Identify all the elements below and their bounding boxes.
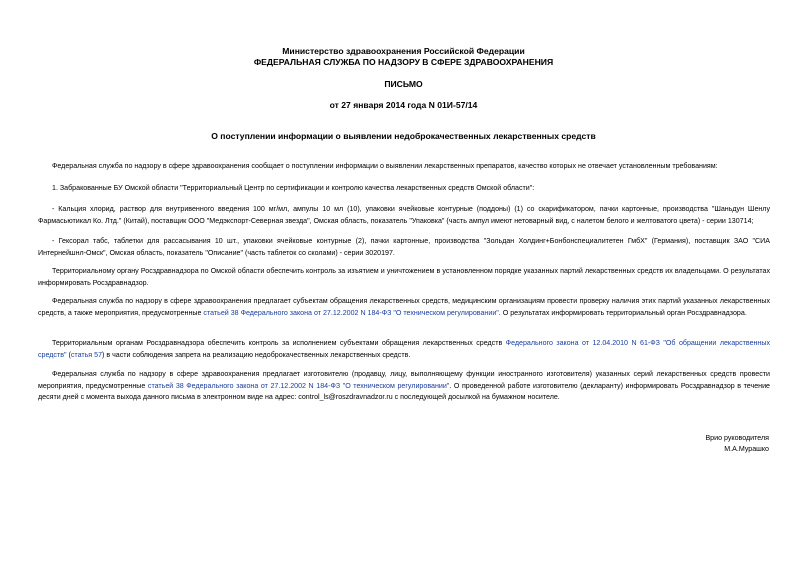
paragraph-8-text-b: . О проведенной работе изготовителю (декларанту) информировать Росздравнадзор в течение десяти дней с момента выхода данного письма в электронном виде на адрес: control_ls@roszdravnadzor.ru с последующей досылкой на бумажном носителе. (38, 381, 770, 401)
paragraph-3: - Кальция хлорид, раствор для внутривенного введения 100 мг/мл, ампулы 10 мл (10), упаковки ячейковые контурные (поддоны) (1) со скарификатором, пачки картонные, производства "Шаньдун Шенлу Фармасьютикал Ко. Лтд." (Китай), поставщик ООО "Медэкспорт-Северная звезда", Омская область, показатель "Упаковка" (часть ампул имеют нетоварный вид, с налетом белого и желтоватого цвета) - серии 130714; (38, 205, 770, 225)
signature-position: Врио руководителя (705, 434, 769, 442)
law-61-fz-link[interactable]: Федерального закона от 12.04.2010 N 61-ФЗ "Об обращении лекарственных средств" (38, 339, 770, 359)
paragraph-8 (38, 369, 770, 404)
doc-date-number: от 27 января 2014 года N 01И-57/14 (329, 100, 478, 110)
paragraph-5: Территориальному органу Росздравнадзора по Омской области обеспечить контроль за изъятием и уничтожением в установленном порядке указанных партий лекарственных средств их владельцами. О результатах информировать Росздравнадзор. (38, 267, 770, 287)
paragraph-7-text-b: ( (66, 350, 71, 359)
paragraph-7 (38, 338, 770, 361)
paragraph-6-text-b: . О результатах информировать территориальный орган Росздравнадзора. (498, 308, 747, 317)
article-57-link[interactable]: статья 57 (70, 350, 103, 359)
paragraph-8-text-a: Федеральная служба по надзору в сфере здравоохранения предлагает изготовителю (продавцу, лицу, выполняющему функции иностранного изготовителя) указанных серий лекарственных средств провести мероприятия, предусмотренные (38, 370, 770, 390)
paragraph-6 (38, 296, 770, 319)
paragraph-7-text-c: ) в части соблюдения запрета на реализацию недоброкачественных лекарственных средств. (102, 350, 411, 359)
ministry-heading: Министерство здравоохранения Российской Федерации (282, 46, 525, 56)
paragraph-2: 1. Забракованные БУ Омской области "Территориальный Центр по сертификации и контролю качества лекарственных средств Омской области": (52, 184, 535, 192)
doc-type-heading: ПИСЬМО (384, 79, 423, 89)
service-heading: ФЕДЕРАЛЬНАЯ СЛУЖБА ПО НАДЗОРУ В СФЕРЕ ЗДРАВООХРАНЕНИЯ (253, 57, 554, 67)
paragraph-7-text-a: Территориальным органам Росздравнадзора обеспечить контроль за исполнением субъектами обращения лекарственных средств (52, 339, 506, 347)
doc-subject: О поступлении информации о выявлении недоброкачественных лекарственных средств (211, 131, 596, 141)
signature-name: М.А.Мурашко (724, 445, 769, 453)
law-184-fz-link[interactable]: статьей 38 Федерального закона от 27.12.2002 N 184-ФЗ "О техническом регулировании" (203, 308, 499, 317)
paragraph-4: - Гексорал табс, таблетки для рассасывания 10 шт., упаковки ячейковые контурные (2), пачки картонные, производства "Зольдан Холдинг+Бонбонспециалитетен ГмбХ" (Германия), поставщик ЗАО "СИА Интернейшнл-Омск", Омская область, показатель "Описание" (часть таблеток со сколами) - серии 3020197. (38, 237, 770, 257)
paragraph-1: Федеральная служба по надзору в сфере здравоохранения сообщает о поступлении информации о выявлении лекарственных препаратов, качество которых не отвечает установленным требованиям: (52, 162, 718, 170)
law-184-fz-link-2[interactable]: статьей 38 Федерального закона от 27.12.2002 N 184-ФЗ "О техническом регулировании" (147, 381, 450, 390)
paragraph-6-text-a: Федеральная служба по надзору в сфере здравоохранения предлагает субъектам обращения лекарственных средств, медицинским организациям провести проверку наличия этих партий указанных лекарственных средств, а также мероприятия, предусмотренные (38, 297, 770, 317)
